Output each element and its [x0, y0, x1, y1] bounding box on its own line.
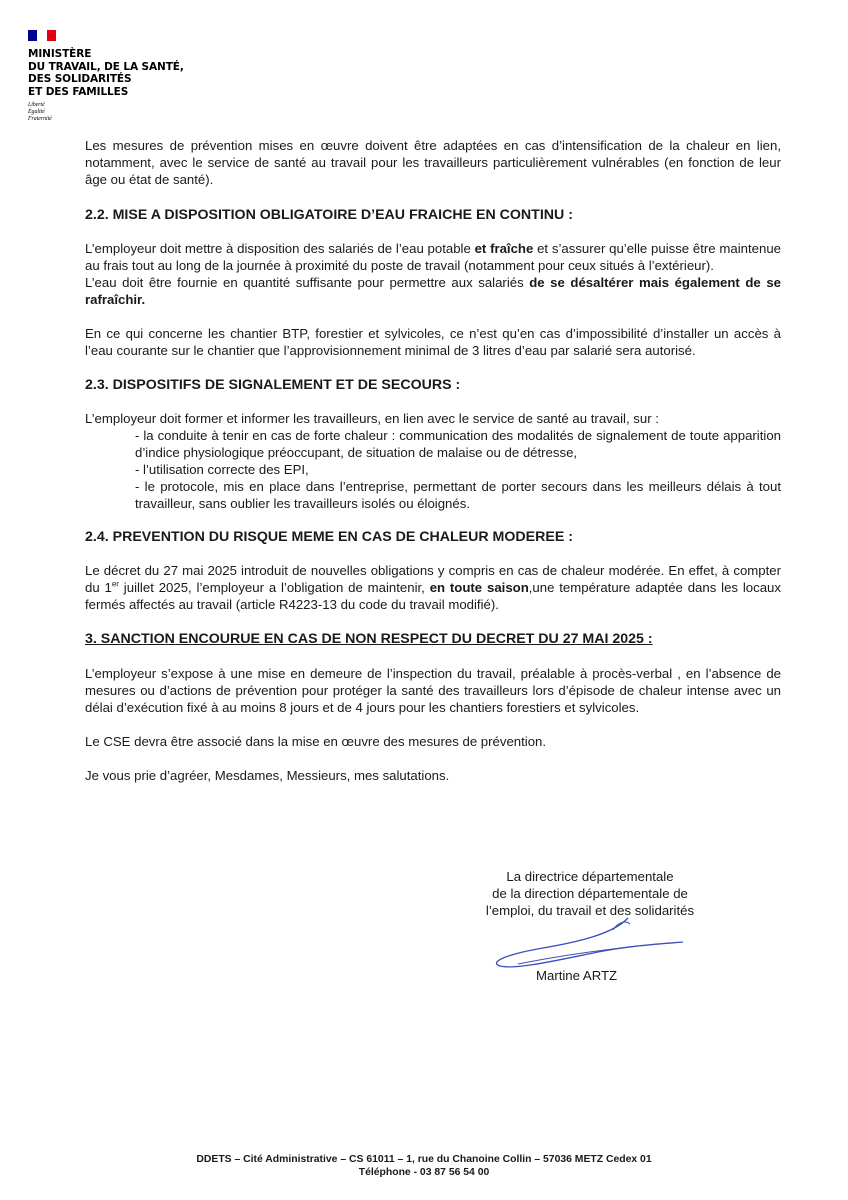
bold-text: et fraîche	[474, 241, 534, 256]
list-item: - la conduite à tenir en cas de forte chaleur : communication des modalités de signalement de toute apparition d’indice physiologique préoccupant, de situation de malaise ou de détresse,	[135, 428, 781, 460]
ministry-line: DU TRAVAIL, DE LA SANTÉ,	[28, 60, 184, 73]
signature-line: l’emploi, du travail et des solidarités	[485, 903, 695, 918]
signature-line: de la direction départementale de	[492, 886, 688, 901]
list-item: - le protocole, mis en place dans l’entreprise, permettant de porter secours dans les meilleurs délais à tout travailleur, sans oublier les travailleurs isolés ou éloignés.	[135, 479, 781, 511]
section-3-paragraph-1: L’employeur s’expose à une mise en demeure de l’inspection du travail, préalable à procès-verbal , en l’absence de mesures ou d’actions de prévention pour protéger la santé des travailleurs lors d’épisode de chaleur intense avec un délai d’exécution fixé à au moins 8 jours et de 4 jours pour les chantiers forestiers et sylvicoles.	[85, 666, 781, 715]
motto	[28, 102, 184, 123]
section-2-3-title: 2.3. DISPOSITIFS DE SIGNALEMENT ET DE SECOURS :	[85, 377, 461, 393]
motto-line: Liberté	[28, 102, 45, 109]
ministry-line: DES SOLIDARITÉS	[28, 73, 132, 86]
superscript: er	[111, 579, 119, 589]
text-span: ,une température adaptée dans les locaux fermés affectés au travail (article R4223-13 du code du travail modifié).	[85, 580, 781, 612]
footer-address: DDETS – Cité Administrative – CS 61011 – 1, rue du Chanoine Collin – 57036 METZ Cedex 01	[196, 1154, 652, 1165]
ministry-name	[28, 48, 184, 98]
section-3-paragraph-2: Le CSE devra être associé dans la mise en œuvre des mesures de prévention.	[85, 734, 547, 749]
section-3-title: 3. SANCTION ENCOURUE EN CAS DE NON RESPECT DU DECRET DU 27 MAI 2025 :	[85, 631, 653, 647]
ministry-line: MINISTÈRE	[28, 48, 92, 60]
signer-name: Martine ARTZ	[536, 968, 618, 983]
section-2-4-paragraph	[85, 562, 781, 613]
bold-text: de se désaltérer mais également de se rafraîchir.	[85, 275, 781, 307]
section-2-2-title: 2.2. MISE A DISPOSITION OBLIGATOIRE D’EAU FRAICHE EN CONTINU :	[85, 207, 573, 223]
footer	[0, 1153, 848, 1179]
closing-salutation: Je vous prie d’agréer, Mesdames, Messieurs, mes salutations.	[85, 768, 450, 783]
section-2-2-paragraph-1	[85, 240, 781, 274]
handwritten-signature	[488, 912, 688, 972]
list-item: - l’utilisation correcte des EPI,	[135, 462, 309, 477]
bold-text: en toute saison	[429, 580, 529, 595]
intro-paragraph: Les mesures de prévention mises en œuvre doivent être adaptées en cas d’intensification de la chaleur en lien, notamment, avec le service de santé au travail pour les travailleurs particulièrement vulnérables (en fonction de leur âge ou état de santé).	[85, 138, 781, 187]
section-2-2-paragraph-3: En ce qui concerne les chantier BTP, forestier et sylvicoles, ce n’est qu’en cas d’impossibilité d’installer un accès à l’eau courante sur le chantier que l’approvisionnement minimal de 3 litres d’eau par salarié sera autorisé.	[85, 326, 781, 358]
republic-logo	[28, 30, 184, 123]
french-flag-icon	[28, 30, 56, 41]
text-span: et s’assurer qu’elle puisse être maintenue au frais tout au long de la journée à proximité du poste de travail (notamment pour ceux situés à l’extérieur).	[85, 241, 781, 273]
section-2-2-paragraph-2	[85, 274, 781, 308]
text-span: Le décret du 27 mai 2025 introduit de nouvelles obligations y compris en cas de chaleur modérée. En effet, à compter du 1	[85, 563, 781, 595]
section-2-3-intro: L’employeur doit former et informer les travailleurs, en lien avec le service de santé au travail, sur :	[85, 411, 659, 426]
text-span: L’eau doit être fournie en quantité suffisante pour permettre aux salariés	[85, 275, 530, 290]
letter-body	[85, 137, 781, 784]
section-2-3-list	[85, 427, 781, 512]
footer-phone: Téléphone - 03 87 56 54 00	[358, 1167, 490, 1178]
text-span: juillet 2025, l’employeur a l’obligation de maintenir,	[118, 580, 430, 595]
motto-line: Égalité	[28, 109, 45, 116]
ministry-line: ET DES FAMILLES	[28, 85, 129, 98]
section-2-4-title: 2.4. PREVENTION DU RISQUE MEME EN CAS DE CHALEUR MODEREE :	[85, 529, 573, 545]
signature-line: La directrice départementale	[506, 869, 674, 884]
motto-line: Fraternité	[28, 116, 52, 123]
text-span: L’employeur doit mettre à disposition des salariés de l’eau potable	[85, 241, 475, 256]
